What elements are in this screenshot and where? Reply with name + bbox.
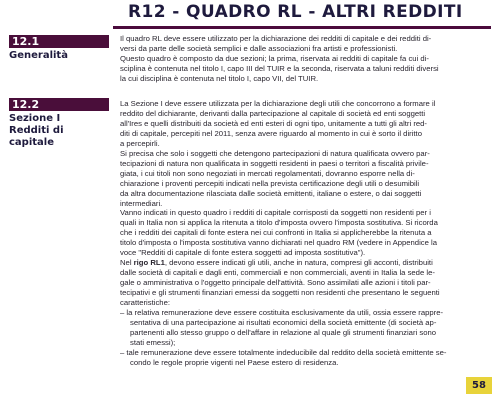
text-line: quali in Italia non si applica la ritenuta a titolo d'imposta ovvero l'imposta sostitutiva. Si ricorda (120, 218, 438, 228)
bullet-line: – tale remunerazione deve essere totalmente indeducibile dal reddito della società emittente se- (120, 347, 447, 357)
text-line: all'Ires e quelli distribuiti da società ed enti esteri di ogni tipo, unitamente a tutti gli altri red- (120, 118, 427, 128)
text-line: Questo quadro è composto da due sezioni; la prima, riservata ai redditi di capitale fa cui di- (120, 53, 429, 63)
text-span: , devono essere indicati gli utili, anche in natura, compresi gli acconti, distribuiti (164, 258, 433, 268)
section-title: Redditi di capitale (9, 125, 64, 148)
page-number: 58 (466, 377, 492, 394)
page-title: R12 - QUADRO RL - ALTRI REDDITI (128, 2, 463, 22)
text-line: condo le regole proprie vigenti nel Paese estero di residenza. (130, 357, 339, 367)
text-line: che i redditi dei capitali di fonte estera nei cui confronti in Italia si applicherebbe la ritenuta a (120, 228, 432, 238)
section-subtitle: Sezione I (9, 113, 61, 124)
text-line: sentativa di una partecipazione ai risultati economici della società emittente (di società ap- (130, 317, 437, 327)
text-line: tecipativi e gli strumenti finanziari emessi da soggetti non residenti che presentano le seguenti (120, 288, 440, 298)
text-line: versi da parte delle società semplici e dalle associazioni fra artisti e professionisti. (120, 43, 398, 53)
text-line: diti di capitale, percepiti nel 2011, senza avere riguardo al momento in cui è sorto il diritto (120, 128, 422, 138)
text-line: sciplina è contenuta nel titolo I, capo III del TUIR e la seconda, riservata a taluni redditi diversi (120, 63, 439, 73)
section-number-badge: 12.1 (9, 35, 109, 48)
text-line: voce "Redditi di capitale di fonte estera soggetti ad imposta sostitutiva"). (120, 248, 366, 258)
section-number-badge: 12.2 (9, 98, 109, 111)
text-line: tecipazioni di natura non qualificata in soggetti residenti in paesi o territori a fiscalità privile- (120, 158, 429, 168)
text-line: giata, i cui titoli non sono negoziati in mercati regolamentati, dovranno esporre nella di- (120, 168, 415, 178)
text-line: da altra documentazione rilasciata dalle società emittenti, italiane o estere, o dai soggetti (120, 188, 422, 198)
text-line: partenenti allo stesso gruppo o dell'affare in relazione al quale gli strumenti finanziari sono (130, 327, 437, 337)
text-line: stati emessi); (130, 337, 176, 347)
rigo-label: rigo RL1 (133, 258, 165, 268)
text-line: caratteristiche: (120, 298, 170, 308)
section-title: Generalità (9, 50, 68, 61)
bullet-line: – la relativa remunerazione deve essere costituita esclusivamente da utili, ossia essere rappre- (120, 308, 444, 318)
text-line: titolo d'imposta o l'imposta sostitutiva vanno dichiarati nel quadro RM (vedere in Appendice la (120, 238, 438, 248)
text-line: dalle società di capitali e dagli enti, commerciali e non commerciali, aventi in Italia la sede le- (120, 268, 435, 278)
text-line: La Sezione I deve essere utilizzata per la dichiarazione degli utili che concorrono a formare il (120, 99, 436, 108)
text-span: Nel (120, 258, 134, 268)
text-line: chiarazione i proventi percepiti indicati nella prevista certificazione degli utili o desumibili (120, 178, 420, 188)
header-rule (113, 26, 491, 29)
text-line: Vanno indicati in questo quadro i redditi di capitale corrisposti da soggetti non residenti per i (120, 208, 431, 218)
section-12-1-heading (9, 35, 109, 62)
section-12-2-body (120, 99, 490, 368)
rigo-rl1-line (120, 258, 490, 268)
section-12-2-heading (9, 98, 109, 149)
text-line: Il quadro RL deve essere utilizzato per la dichiarazione dei redditi di capitale e dei redditi di- (120, 34, 432, 43)
text-line: reddito del dichiarante, derivanti dalla partecipazione al capitale di società ed enti soggetti (120, 108, 426, 118)
section-12-1-body (120, 34, 490, 84)
text-line: intermediari. (120, 198, 163, 208)
text-line: a percepirli. (120, 138, 160, 148)
text-line: Si precisa che solo i soggetti che detengono partecipazioni di natura qualificata ovvero par- (120, 148, 430, 158)
text-line: la cui disciplina è contenuta nel titolo I, capo VII, del TUIR. (120, 73, 319, 83)
text-line: gale o amministrativa o l'oggetto principale dell'attività. Sono assimilati alle azioni i titoli par- (120, 278, 431, 288)
